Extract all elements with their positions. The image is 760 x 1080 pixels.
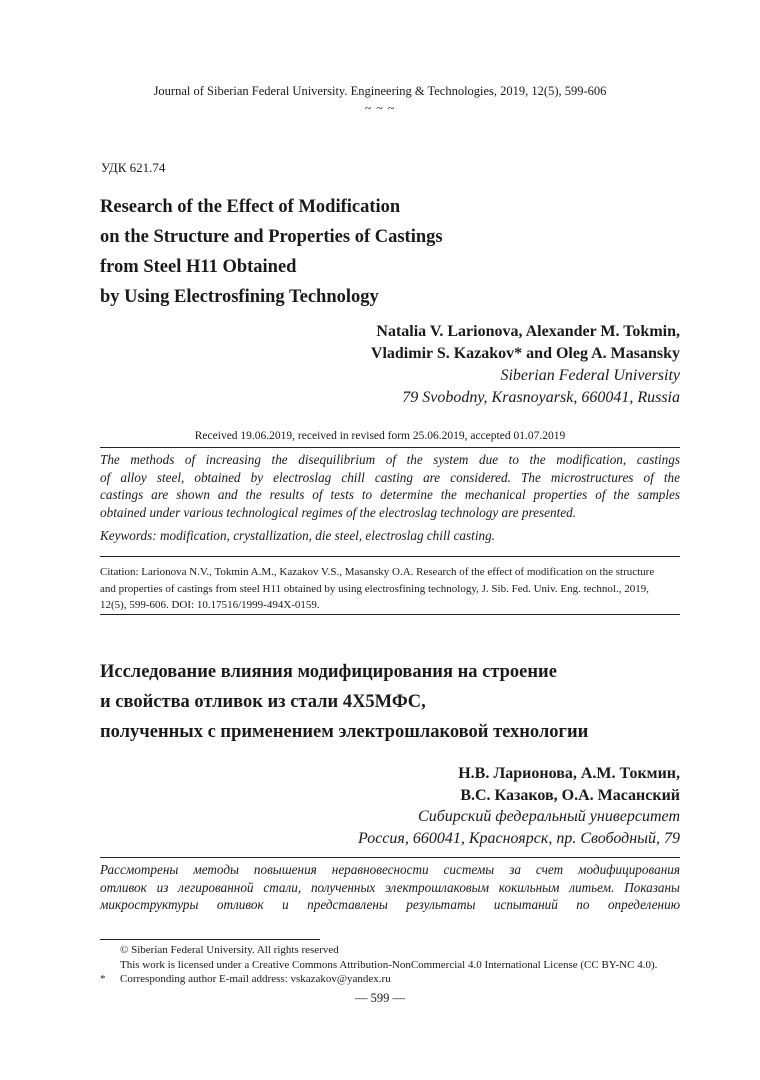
authors-line: Н.В. Ларионова, А.М. Токмин, xyxy=(458,765,680,782)
journal-header: Journal of Siberian Federal University. Engineering & Technologies, 2019, 12(5), 599-606 xyxy=(153,84,607,98)
article-title-en xyxy=(100,192,660,312)
title-line: Исследование влияния модифицирования на строение xyxy=(100,662,557,682)
divider xyxy=(100,447,680,448)
divider xyxy=(100,614,680,615)
authors-line: Natalia V. Larionova, Alexander M. Tokmin, xyxy=(376,323,680,340)
footnote-corresponding xyxy=(100,972,680,987)
page-number: — 599 — xyxy=(355,991,405,1005)
abstract-line: The methods of increasing the disequilibrium of the system due to the modification, castings xyxy=(100,452,680,467)
title-line: Research of the Effect of Modification xyxy=(100,197,401,217)
article-title-ru xyxy=(100,657,660,747)
footnote-mark: * xyxy=(100,973,106,985)
received-dates: Received 19.06.2019, received in revised form 25.06.2019, accepted 01.07.2019 xyxy=(194,430,566,442)
affiliation: Сибирский федеральный университет xyxy=(418,808,680,825)
authors-block-ru xyxy=(358,763,680,849)
divider xyxy=(100,556,680,557)
citation-line: and properties of castings from steel H11 obtained by using electrosfining technology, J. Sib. Fed. Univ. Eng. technol., 2019, xyxy=(100,582,649,595)
abstract-line: микроструктуры отливок и представлены результаты испытаний по определению xyxy=(100,897,680,913)
udk-code: УДК 621.74 xyxy=(101,160,166,175)
abstract-line: Рассмотрены методы повышения неравновесности системы за счет модифицирования xyxy=(100,862,680,877)
authors-line: В.С. Казаков, О.А. Масанский xyxy=(460,786,680,804)
divider xyxy=(100,857,680,858)
footnote-corresponding-text: Corresponding author E-mail address: vskazakov@yandex.ru xyxy=(120,973,391,985)
affiliation: Siberian Federal University xyxy=(500,367,680,384)
footnote-copyright: © Siberian Federal University. All rights reserved xyxy=(120,944,339,956)
header-separator: ~ ~ ~ xyxy=(364,101,396,115)
footnote-license: This work is licensed under a Creative Commons Attribution-NonCommercial 4.0 International License (CC BY-NC 4.0). xyxy=(120,958,658,971)
footnotes xyxy=(100,943,680,987)
title-line: полученных с применением электрошлаковой технологии xyxy=(100,722,589,742)
abstract-line: obtained under various technological regimes of the electroslag technology are presented. xyxy=(100,504,576,520)
abstract-en xyxy=(100,451,680,521)
abstract-line: отливок из легированной стали, полученных электрошлаковым кокильным литьем. Показаны xyxy=(100,879,680,895)
title-line: by Using Electrosfining Technology xyxy=(100,287,379,307)
abstract-ru xyxy=(100,861,680,914)
abstract-line: of alloy steel, obtained by electroslag chill casting are considered. The microstructures of the xyxy=(100,469,680,485)
authors-line: Vladimir S. Kazakov* and Oleg A. Masansky xyxy=(370,345,680,362)
footnote-rule xyxy=(100,939,320,940)
title-line: и свойства отливок из стали 4Х5МФС, xyxy=(100,692,426,712)
keywords: Keywords: modification, crystallization, die steel, electroslag chill casting. xyxy=(100,528,495,543)
abstract-line: castings are shown and the results of tests to determine the mechanical properties of the samples xyxy=(100,487,680,503)
address: 79 Svobodny, Krasnoyarsk, 660041, Russia xyxy=(402,389,680,406)
title-line: on the Structure and Properties of Castings xyxy=(100,227,443,247)
citation-line: Citation: Larionova N.V., Tokmin A.M., Kazakov V.S., Masansky O.A. Research of the effect of modification on the structure xyxy=(100,566,655,578)
address: Россия, 660041, Красноярск, пр. Свободный, 79 xyxy=(358,829,680,847)
authors-block-en xyxy=(371,321,680,409)
citation xyxy=(100,564,680,614)
citation-line: 12(5), 599-606. DOI: 10.17516/1999-494X-0159. xyxy=(100,599,320,611)
title-line: from Steel H11 Obtained xyxy=(100,257,297,277)
